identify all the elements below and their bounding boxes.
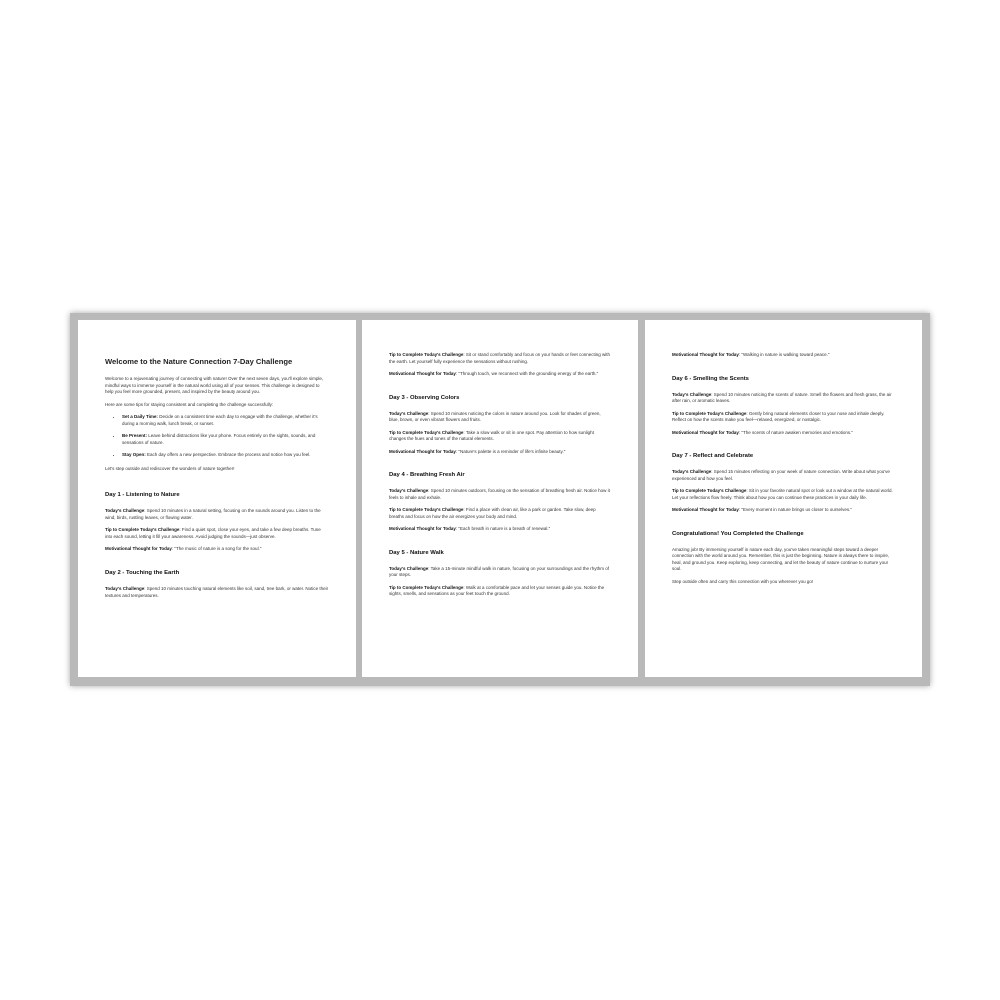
tip-label: Tip to Complete Today's Challenge <box>389 352 464 357</box>
document-page-1 <box>78 320 356 677</box>
challenge-text: : Spend 10 minutes noticing the colors in nature around you. Look for shades of green, blue, brown, or even vibrant flowers and fruits. <box>389 410 601 423</box>
document-spread <box>70 313 930 686</box>
congrats-paragraph: Amazing job! By immersing yourself in nature each day, you've taken meaningful steps toward a deeper connection with the world around you. Remember, this is just the beginning. Nature is always there to inspire, heal, and ground you. Keep exploring, keep connecting, and let the beauty of nature continue to nurture your soul. <box>672 546 890 572</box>
day-3-tip <box>389 430 611 443</box>
day-7-heading: Day 7 - Reflect and Celebrate <box>672 453 754 460</box>
tip-text: : Take a slow walk or sit in one spot. Pay attention to how sunlight changes the hues and tones of the natural elements. <box>389 429 594 442</box>
day-7-challenge <box>672 469 895 482</box>
tip-text: Each day offers a new perspective. Embrace the process and notice how you feel. <box>145 452 311 458</box>
tip-text: Decide on a consistent time each day to engage with the challenge, whether it's during a morning walk, lunch break, or sunset. <box>122 414 318 426</box>
tip-label: Tip to Complete Today's Challenge <box>672 410 747 416</box>
challenge-text: : Spend 15 minutes reflecting on your week of nature connection. Write about what you've experienced and how you feel. <box>672 469 890 481</box>
challenge-label: Today's Challenge <box>389 565 429 571</box>
tip-label: Set a Daily Time: <box>122 414 158 420</box>
day-4-challenge <box>389 488 611 501</box>
challenge-label: Today's Challenge <box>672 469 712 475</box>
thought-label: Motivational Thought for Today <box>389 371 456 377</box>
challenge-label: Today's Challenge <box>389 410 429 416</box>
day-1-tip <box>105 527 329 540</box>
challenge-text: : Spend 10 minutes in a natural setting, focusing on the sounds around you. Listen to the wind, birds, rustling leaves, or flowing water. <box>105 508 321 520</box>
tip-text: Leave behind distractions like your phone. Focus entirely on the sights, sounds, and sensations of nature. <box>122 433 316 445</box>
challenge-label: Today's Challenge <box>105 508 145 514</box>
document-page-2 <box>362 320 638 677</box>
challenge-text: : Spend 10 minutes noticing the scents of nature. Smell the flowers and fresh grass, the air after rain, or aromatic leaves. <box>672 391 892 404</box>
day-2-challenge <box>105 586 329 599</box>
closing-paragraph: Let's step outside and rediscover the wonders of nature together! <box>105 465 235 471</box>
day-3-heading: Day 3 - Observing Colors <box>389 394 460 401</box>
day-5-challenge <box>389 566 611 579</box>
tip-item <box>122 452 329 459</box>
tip-text: : Sit in your favorite natural spot or look out a window at the natural world. Let your reflections flow freely. Think about how you can continue these practices in your daily life. <box>672 488 893 500</box>
thought-label: Motivational Thought for Today <box>672 352 739 357</box>
day-7-thought <box>672 507 895 514</box>
tip-label: Stay Open: <box>122 452 146 458</box>
thought-label: Motivational Thought for Today <box>672 429 739 435</box>
tip-text: : Walk at a comfortable pace and let your senses guide you. Notice the sights, smells, and sensations as your feet touch the ground. <box>389 584 605 597</box>
thought-text: : "Nature's palette is a reminder of life's infinite beauty." <box>455 448 566 454</box>
tips-list <box>105 414 329 459</box>
challenge-label: Today's Challenge <box>389 488 429 494</box>
tip-label: Be Present: <box>122 433 148 439</box>
day-6-thought <box>672 430 895 437</box>
day-3-challenge <box>389 411 611 424</box>
tip-label: Tip to Complete Today's Challenge <box>389 507 464 513</box>
day-5-tip <box>389 585 611 598</box>
document-page-3 <box>645 320 922 677</box>
thought-text: : "Each breath in nature is a breath of renewal." <box>455 526 551 532</box>
thought-label: Motivational Thought for Today <box>389 526 456 532</box>
thought-text: : "The music of nature is a song for the soul." <box>171 546 262 552</box>
tips-intro: Here are some tips for staying consistent and completing the challenge successfully: <box>105 401 274 407</box>
day-4-thought <box>389 526 611 533</box>
day-5-heading: Day 5 - Nature Walk <box>389 549 444 556</box>
tip-label: Tip to Complete Today's Challenge <box>105 527 180 533</box>
tip-text: : Find a quiet spot, close your eyes, and take a few deep breaths. Tune into each sound, letting it fill your awareness. Avoid judging the sounds—just observe. <box>105 527 321 539</box>
day-6-tip <box>672 411 895 424</box>
tip-label: Tip to Complete Today's Challenge <box>389 584 464 590</box>
day-2-thought <box>389 371 611 378</box>
day-4-heading: Day 4 - Breathing Fresh Air <box>389 472 465 479</box>
thought-text: : "Walking in nature is walking toward peace." <box>738 352 830 357</box>
congrats-closing: Step outside often and carry this connection with you wherever you go! <box>672 578 814 584</box>
intro-paragraph: Welcome to a rejuvenating journey of connecting with nature! Over the next seven days, you'll explore simple, mindful ways to immerse yourself in the natural world using all of your senses. This challenge is designed to help you feel more grounded, present, and inspired by the beauty around you. <box>105 376 324 395</box>
thought-text: : "The scents of nature awaken memories and emotions." <box>738 429 853 435</box>
tip-text: : Find a place with clean air, like a park or garden. Take slow, deep breaths and focus on how the air energizes your body and mind. <box>389 507 596 519</box>
day-1-heading: Day 1 - Listening to Nature <box>105 492 180 499</box>
day-7-tip <box>672 488 895 501</box>
challenge-label: Today's Challenge <box>105 586 145 591</box>
challenge-label: Today's Challenge <box>672 391 712 397</box>
day-1-challenge <box>105 508 329 521</box>
thought-label: Motivational Thought for Today <box>105 546 172 552</box>
day-5-thought <box>672 352 895 359</box>
thought-label: Motivational Thought for Today <box>389 448 456 454</box>
challenge-text: : Take a 15-minute mindful walk in nature, focusing on your surroundings and the rhythm of your steps. <box>389 565 610 578</box>
day-4-tip <box>389 507 611 520</box>
day-1-thought <box>105 546 329 553</box>
challenge-text: : Spend 10 minutes outdoors, focusing on the sensation of breathing fresh air. Notice how it feels to inhale and exhale. <box>389 488 610 500</box>
tip-item <box>122 414 329 427</box>
challenge-text: : Spend 10 minutes touching natural elements like soil, sand, tree bark, or water. Notice their textures and temperatures. <box>105 586 329 598</box>
day-3-thought <box>389 449 611 456</box>
thought-text: : "Through touch, we reconnect with the grounding energy of the earth." <box>455 371 599 377</box>
day-2-heading: Day 2 - Touching the Earth <box>105 569 180 576</box>
document-title: Welcome to the Nature Connection 7-Day Challenge <box>105 357 293 366</box>
tip-text: : Gently bring natural elements closer to your nose and inhale deeply. Reflect on how the scents make you feel—relaxed, energized, or nostalgic. <box>672 410 885 423</box>
tip-item <box>122 433 329 446</box>
day-6-heading: Day 6 - Smelling the Scents <box>672 375 749 382</box>
congrats-heading: Congratulations! You Completed the Challenge <box>672 530 804 537</box>
tip-text: : Sit or stand comfortably and focus on your hands or feet connecting with the earth. Let yourself fully experience the sensations without rushing. <box>389 352 611 364</box>
thought-text: : "Every moment in nature brings us closer to ourselves." <box>738 507 852 513</box>
thought-label: Motivational Thought for Today <box>672 507 739 513</box>
day-2-tip <box>389 352 611 365</box>
day-6-challenge <box>672 392 895 405</box>
tip-label: Tip to Complete Today's Challenge <box>672 488 747 494</box>
tip-label: Tip to Complete Today's Challenge <box>389 429 464 435</box>
